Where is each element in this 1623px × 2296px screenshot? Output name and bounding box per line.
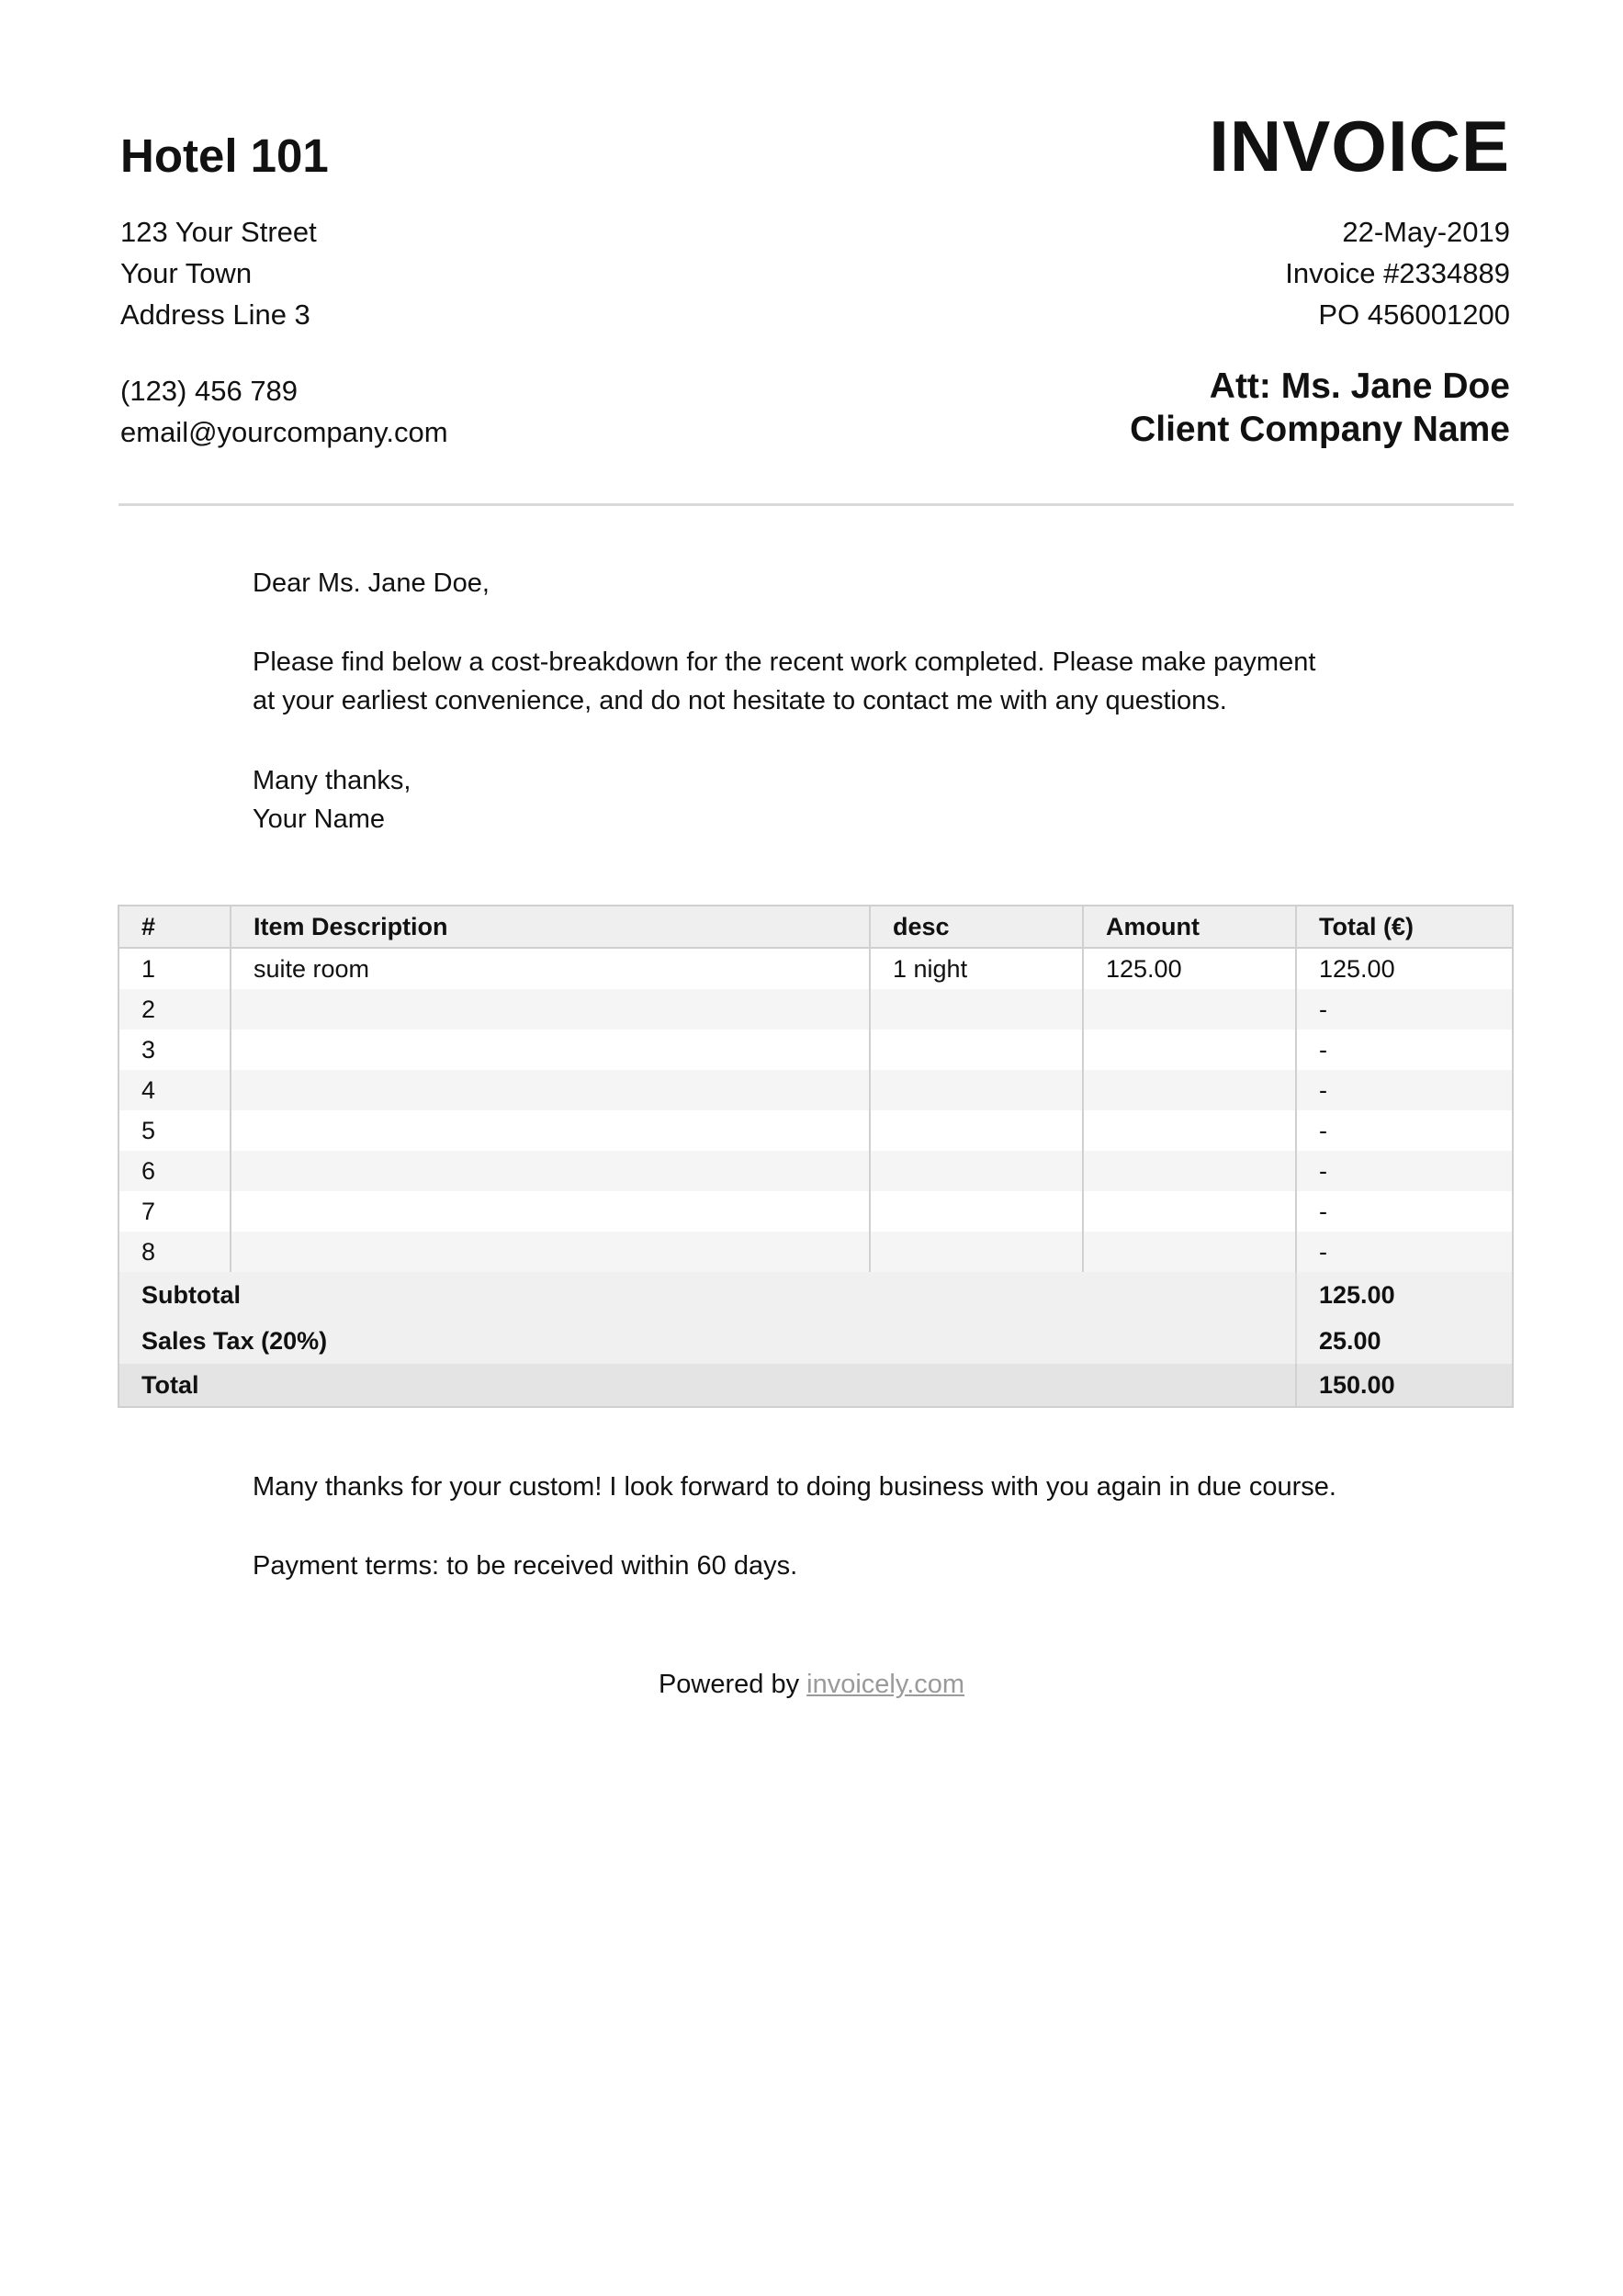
item-desc [870,1191,1083,1232]
address-line: Address Line 3 [120,298,310,331]
row-number: 4 [118,1070,231,1110]
item-total: 125.00 [1319,954,1395,983]
total-value: 150.00 [1296,1364,1513,1407]
item-total: - [1296,1232,1513,1272]
item-total: - [1296,989,1513,1030]
row-number: 1 [118,948,231,989]
item-amount [1083,1070,1296,1110]
column-header-description: Item Description [231,906,870,948]
item-desc [870,1070,1083,1110]
row-number: 6 [118,1151,231,1191]
item-amount [1083,1191,1296,1232]
subtotal-row [118,1272,1513,1318]
invoice-items-table [118,905,1514,1408]
table-row [118,989,1513,1030]
item-desc [870,1110,1083,1151]
column-header-desc: desc [870,906,1083,948]
item-amount [1083,989,1296,1030]
item-description [231,1151,870,1191]
table-row [118,1070,1513,1110]
item-amount [1083,1030,1296,1070]
row-number: 8 [118,1232,231,1272]
table-row [118,948,1513,989]
company-contact [120,370,448,453]
row-number: 2 [118,989,231,1030]
item-total: - [1296,1070,1513,1110]
powered-by-link[interactable]: invoicely.com [806,1670,965,1699]
client-company: Client Company Name [1130,410,1510,449]
item-amount [1083,1151,1296,1191]
row-number: 7 [118,1191,231,1232]
item-amount: 125.00 [1083,948,1296,989]
salutation: Dear Ms. Jane Doe, [253,568,490,598]
subtotal-label: Subtotal [118,1272,1296,1318]
item-description [231,1070,870,1110]
letter-body-line: at your earliest convenience, and do not hesitate to contact me with any questions. [253,686,1227,715]
column-header-total: Total (€) [1296,906,1513,948]
column-header-number: # [118,906,231,948]
company-address [120,211,317,335]
item-amount [1083,1110,1296,1151]
po-number: PO 456001200 [1318,298,1510,331]
company-phone: (123) 456 789 [120,375,299,407]
item-desc [870,1030,1083,1070]
item-description [231,1191,870,1232]
item-description [231,1232,870,1272]
item-desc [870,1151,1083,1191]
invoice-title: INVOICE [1209,106,1510,186]
tax-row [118,1318,1513,1364]
invoice-meta [1285,211,1510,335]
total-row [118,1364,1513,1407]
item-amount [1083,1232,1296,1272]
header-divider [118,503,1514,506]
item-description [231,989,870,1030]
powered-by [0,1670,1623,1700]
tax-value: 25.00 [1296,1318,1513,1364]
signature-name: Your Name [253,805,386,834]
letter-closing [253,761,1447,838]
address-line: Your Town [120,257,253,289]
table-row [118,1030,1513,1070]
row-number: 5 [118,1110,231,1151]
thanks-note: Many thanks for your custom! I look forward to doing business with you again in due course. [253,1472,1336,1502]
column-header-amount: Amount [1083,906,1296,948]
address-line: 123 Your Street [120,216,317,248]
table-row [118,1232,1513,1272]
item-total: - [1296,1151,1513,1191]
letter-body-line: Please find below a cost-breakdown for the recent work completed. Please make payment [253,647,1316,677]
item-total: - [1319,1035,1327,1064]
table-row [118,1151,1513,1191]
item-description [231,1110,870,1151]
total-label: Total [118,1364,1296,1407]
item-desc [870,989,1083,1030]
company-name: Hotel 101 [120,129,329,182]
item-description: suite room [231,948,870,989]
item-total: - [1319,1197,1327,1225]
table-row [118,1191,1513,1232]
row-number: 3 [118,1030,231,1070]
item-description [231,1030,870,1070]
client-block [1130,365,1510,451]
attention-line: Att: Ms. Jane Doe [1209,366,1510,406]
item-desc: 1 night [870,948,1083,989]
letter-body [253,643,1447,720]
invoice-number: Invoice #2334889 [1285,257,1510,289]
item-desc [870,1232,1083,1272]
invoice-date: 22-May-2019 [1342,216,1510,248]
payment-terms: Payment terms: to be received within 60 days. [253,1551,798,1581]
company-email: email@yourcompany.com [120,416,448,448]
item-total: - [1319,1116,1327,1144]
table-row [118,1110,1513,1151]
table-header-row [118,906,1513,948]
powered-by-text: Powered by [658,1670,807,1699]
subtotal-value: 125.00 [1296,1272,1513,1318]
tax-label: Sales Tax (20%) [118,1318,1296,1364]
closing-text: Many thanks, [253,766,411,795]
